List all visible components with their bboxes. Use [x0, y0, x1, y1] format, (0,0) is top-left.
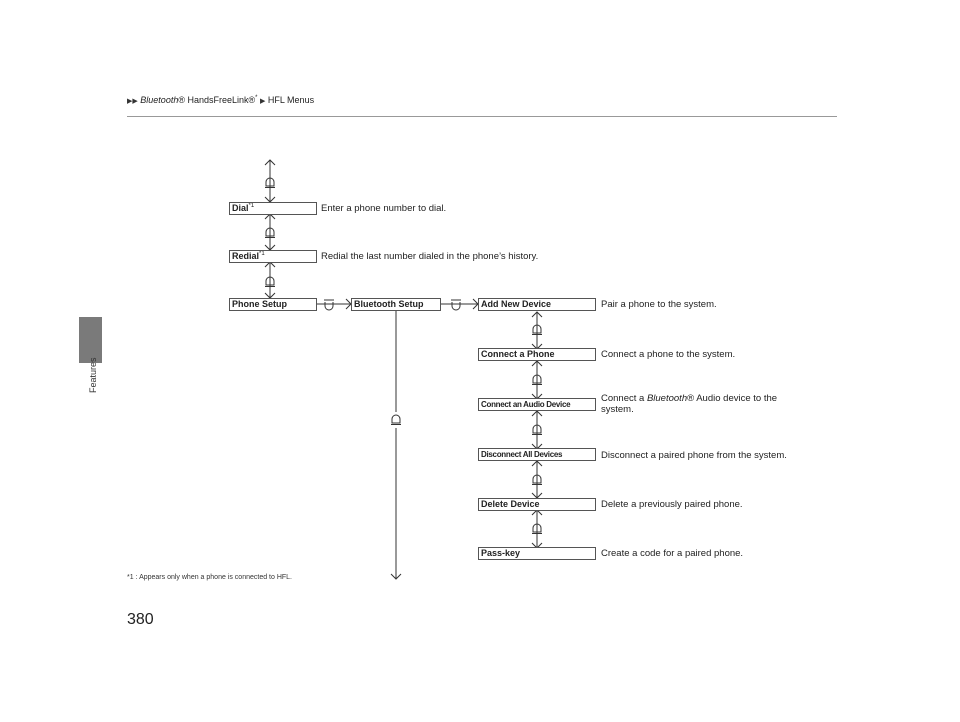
menu-item-label: Delete Device: [481, 499, 540, 509]
menu-item-label: Phone Setup: [232, 299, 288, 309]
press-knob-icon: [451, 300, 461, 310]
disconnect-all-description: Disconnect a paired phone from the system.: [601, 450, 787, 461]
breadcrumb-arrow-icon: ▶▶: [127, 98, 138, 105]
footnote-ref: *1: [259, 251, 265, 257]
menu-item-label: Disconnect All Devices: [481, 450, 563, 459]
menu-item-label: Pass-key: [481, 548, 521, 558]
menu-item-label: Bluetooth Setup: [354, 299, 424, 309]
description-text-italic: Bluetooth: [646, 393, 688, 404]
breadcrumb-arrow-icon: ▶: [259, 98, 266, 105]
add-new-device-description: Pair a phone to the system.: [601, 299, 717, 310]
menu-item-connect-audio-device[interactable]: [478, 398, 596, 411]
dial-description: Enter a phone number to dial.: [321, 203, 447, 214]
menu-item-label: Dial: [232, 203, 249, 213]
page-number: 380: [127, 611, 154, 628]
redial-description: Redial the last number dialed in the phone’s history.: [321, 251, 539, 262]
menu-item-pass-key[interactable]: [478, 547, 596, 560]
menu-item-label: Connect an Audio Device: [481, 400, 571, 409]
menu-item-label: Redial: [232, 251, 260, 261]
breadcrumb-part1-suffix: ® HandsFreeLink®: [178, 95, 256, 105]
press-knob-icon: [324, 300, 334, 310]
menu-item-add-new-device[interactable]: [478, 298, 596, 311]
connect-audio-description: [601, 393, 777, 415]
breadcrumb-star: *: [255, 95, 258, 101]
footnote-ref: *1: [248, 203, 255, 209]
section-label: Features: [88, 357, 98, 393]
description-text: ® Audio device to the: [687, 393, 778, 404]
connect-phone-description: Connect a phone to the system.: [601, 349, 736, 360]
menu-item-phone-setup[interactable]: [229, 298, 317, 311]
selector-knob-icon: [390, 412, 402, 428]
breadcrumb-part2: HFL Menus: [267, 95, 315, 105]
menu-item-disconnect-all-devices[interactable]: [478, 448, 596, 461]
menu-item-dial[interactable]: [229, 202, 317, 215]
pass-key-description: Create a code for a paired phone.: [601, 548, 744, 559]
menu-item-label: Connect a Phone: [481, 349, 555, 359]
delete-device-description: Delete a previously paired phone.: [601, 499, 743, 510]
menu-item-bluetooth-setup[interactable]: [351, 298, 441, 311]
breadcrumb-part1: Bluetooth: [140, 95, 179, 105]
footnote: *1 : Appears only when a phone is connected to HFL.: [127, 574, 292, 581]
description-text: system.: [601, 404, 634, 415]
menu-item-connect-phone[interactable]: [478, 348, 596, 361]
menu-item-delete-device[interactable]: [478, 498, 596, 511]
description-text: Connect a: [601, 393, 647, 404]
menu-item-label: Add New Device: [481, 299, 552, 309]
menu-item-redial[interactable]: [229, 250, 317, 263]
